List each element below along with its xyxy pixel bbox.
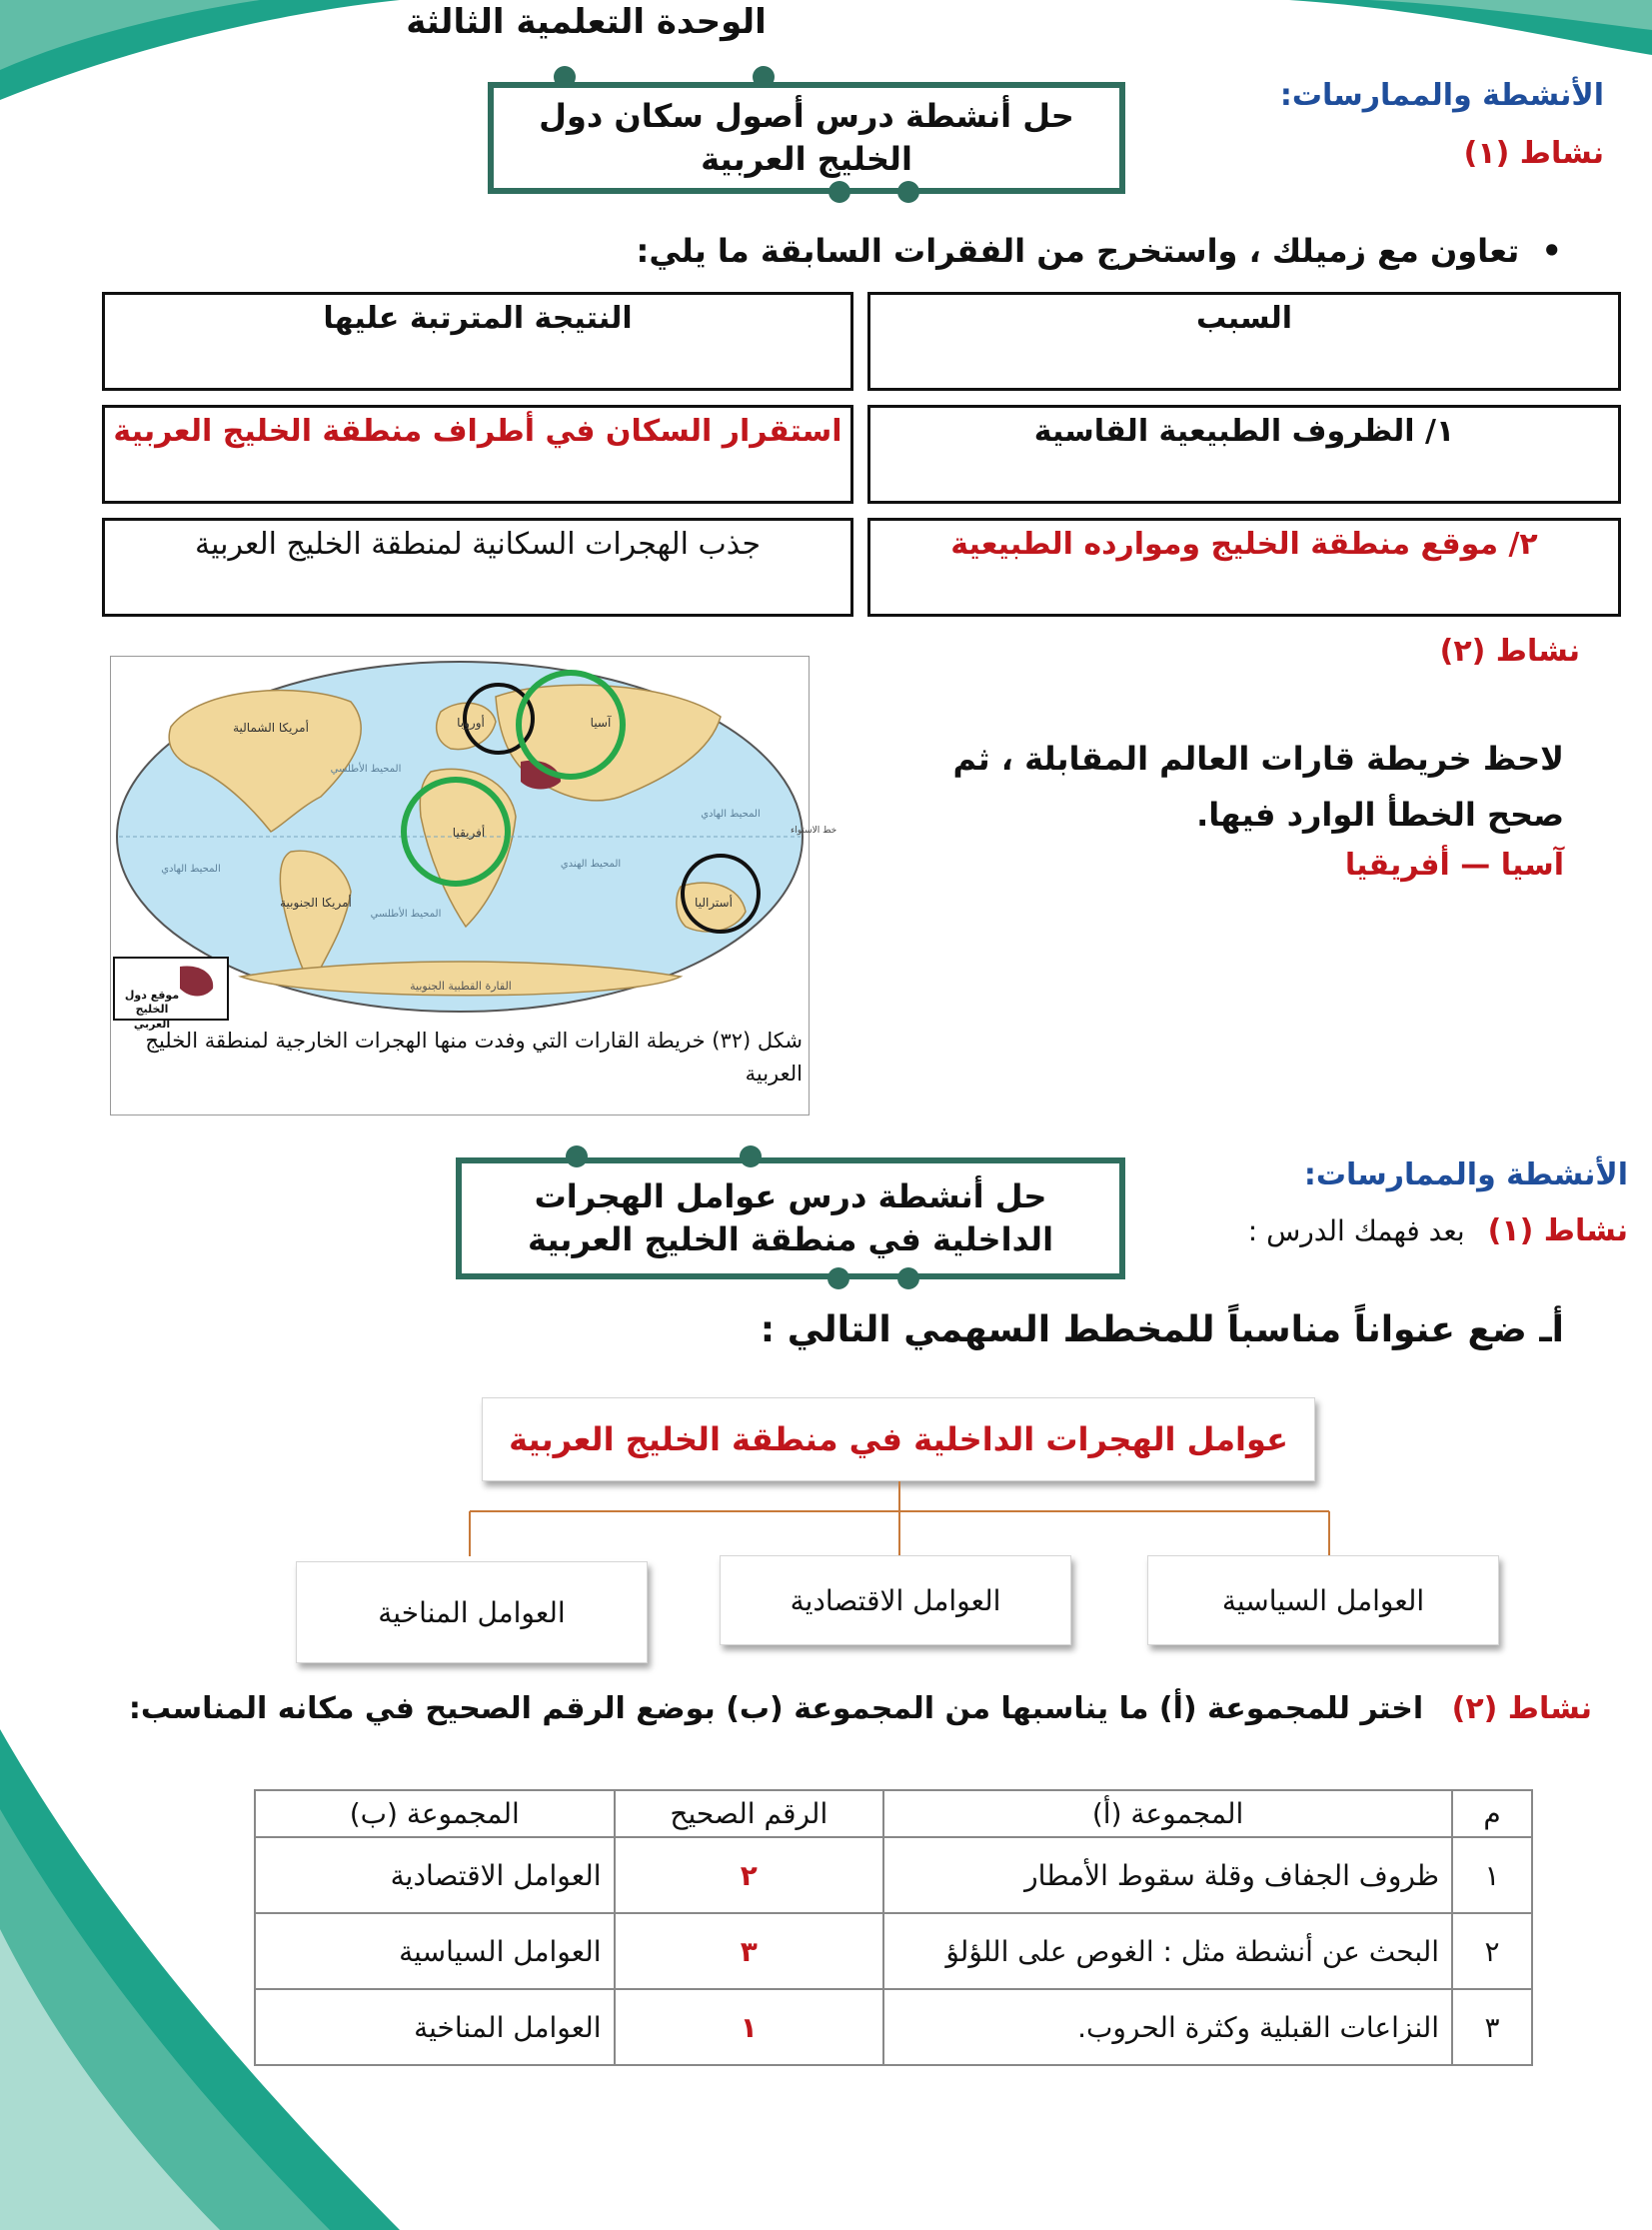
result-row-1: استقرار السكان في أطراف منطقة الخليج العربية (102, 405, 853, 504)
instruction-line (637, 232, 1562, 270)
label-indian: المحيط الهندي (560, 859, 622, 870)
diagram-child-political: العوامل السياسية (1147, 1555, 1499, 1645)
label-antarctica: القارة القطبية الجنوبية (410, 980, 512, 993)
table-row (255, 1913, 1532, 1989)
activity2-answer: آسيا — أفريقيا (1344, 848, 1564, 883)
header-num: م (1452, 1790, 1532, 1837)
title-box-dot (897, 181, 919, 203)
label-pacific-west: المحيط الهادي (161, 864, 221, 875)
row-group-a: البحث عن أنشطة مثل : الغوص على اللؤلؤ (883, 1913, 1452, 1989)
label-equator: خط الاستواء (791, 826, 837, 836)
diagram-connectors (460, 1481, 1339, 1561)
diagram-child-economic: العوامل الاقتصادية (720, 1555, 1071, 1645)
label-pacific-east: المحيط الهادي (701, 809, 761, 820)
row-group-a: ظروف الجفاف وقلة سقوط الأمطار (883, 1837, 1452, 1913)
title-box-dot (566, 1145, 588, 1167)
section1-activity1-label: نشاط (١) (1463, 136, 1604, 171)
title-box-dot (897, 1267, 919, 1289)
row-num: ١ (1452, 1837, 1532, 1913)
instruction-text: تعاون مع زميلك ، واستخرج من الفقرات السابقة ما يلي: (636, 232, 1520, 270)
unit-title: الوحدة التعلمية الثالثة (406, 2, 767, 42)
row-group-a: النزاعات القبلية وكثرة الحروب. (883, 1989, 1452, 2065)
section2-activity2-text: اختر للمجموعة (أ) ما يناسبها من المجموعة (ب) بوضع الرقم الصحيح في مكانه المناسب: (128, 1691, 1424, 1726)
label-asia: آسيا (590, 716, 612, 730)
diagram-child-climatic: العوامل المناخية (296, 1561, 648, 1663)
diagram-title: عوامل الهجرات الداخلية في منطقة الخليج العربية (482, 1397, 1315, 1481)
world-map-figure (110, 656, 837, 1115)
title-box-dot (827, 1267, 849, 1289)
map-caption: شكل (٣٢) خريطة القارات التي وفدت منها الهجرات الخارجية لمنطقة الخليج العربية (145, 1029, 803, 1086)
title-box-dot (740, 1145, 762, 1167)
row-num: ٣ (1452, 1989, 1532, 2065)
bullet: • (1519, 232, 1562, 270)
table-row (255, 1837, 1532, 1913)
title-box-dot (828, 181, 850, 203)
row-group-b: العوامل المناخية (255, 1989, 615, 2065)
label-south-america: أمريكا الجنوبية (280, 896, 352, 910)
section2-label: الأنشطة والممارسات: (1303, 1157, 1628, 1192)
title-box-dot (554, 66, 576, 88)
lesson2-title-text: حل أنشطة درس عوامل الهجرات الداخلية في منطقة الخليج العربية (527, 1176, 1054, 1258)
row-group-b: العوامل السياسية (255, 1913, 615, 1989)
section2-activity1-label: نشاط (١) (1487, 1213, 1628, 1248)
matching-table-header (255, 1790, 1532, 1837)
inset-label: موقع دول الخليج العربي (124, 989, 180, 1031)
table-row (255, 1989, 1532, 2065)
row-num: ٢ (1452, 1913, 1532, 1989)
section2-activity1-text: بعد فهمك الدرس : (1247, 1214, 1465, 1247)
lesson1-title-box (488, 82, 1125, 194)
label-atlantic-south: المحيط الأطلسي (370, 909, 442, 920)
lesson2-title-box (456, 1157, 1125, 1279)
result-row-2: جذب الهجرات السكانية لمنطقة الخليج العربية (102, 518, 853, 617)
header-correct: الرقم الصحيح (615, 1790, 884, 1837)
section1-activity2-label: نشاط (٢) (1439, 634, 1580, 669)
sub-instruction: أـ ضع عنواناً مناسباً للمخطط السهمي التالي : (760, 1309, 1564, 1350)
cause-row-1: ١/ الظروف الطبيعية القاسية (867, 405, 1621, 504)
section2-activity2-label: نشاط (٢) (1451, 1691, 1592, 1726)
section2-activity1-line (1248, 1213, 1628, 1248)
lesson1-title-text: حل أنشطة درس أصول سكان دول الخليج العربية (539, 96, 1074, 178)
title-box-dot (753, 66, 775, 88)
header-cause: السبب (867, 292, 1621, 391)
label-north-america: أمريكا الشمالية (233, 721, 309, 735)
row-group-b: العوامل الاقتصادية (255, 1837, 615, 1913)
activity2-text-line1: لاحظ خريطة قارات العالم المقابلة ، ثم (952, 740, 1564, 778)
label-europe: أوروبا (457, 716, 485, 730)
activity2-text-line2: صحح الخطأ الوارد فيها. (1196, 796, 1564, 834)
header-group-b: المجموعة (ب) (255, 1790, 615, 1837)
header-group-a: المجموعة (أ) (883, 1790, 1452, 1837)
row-correct: ٢ (615, 1837, 884, 1913)
row-correct: ١ (615, 1989, 884, 2065)
label-atlantic-north: المحيط الأطلسي (330, 764, 402, 775)
section1-label: الأنشطة والممارسات: (1279, 78, 1604, 113)
map-inset (113, 957, 229, 1031)
cause-row-2: ٢/ موقع منطقة الخليج وموارده الطبيعية (867, 518, 1621, 617)
matching-table (254, 1789, 1533, 2066)
label-africa: أفريقيا (452, 826, 486, 840)
row-correct: ٣ (615, 1913, 884, 1989)
label-australia: أستراليا (695, 896, 733, 910)
header-result: النتيجة المترتبة عليها (102, 292, 853, 391)
section2-activity2-line (129, 1691, 1592, 1726)
